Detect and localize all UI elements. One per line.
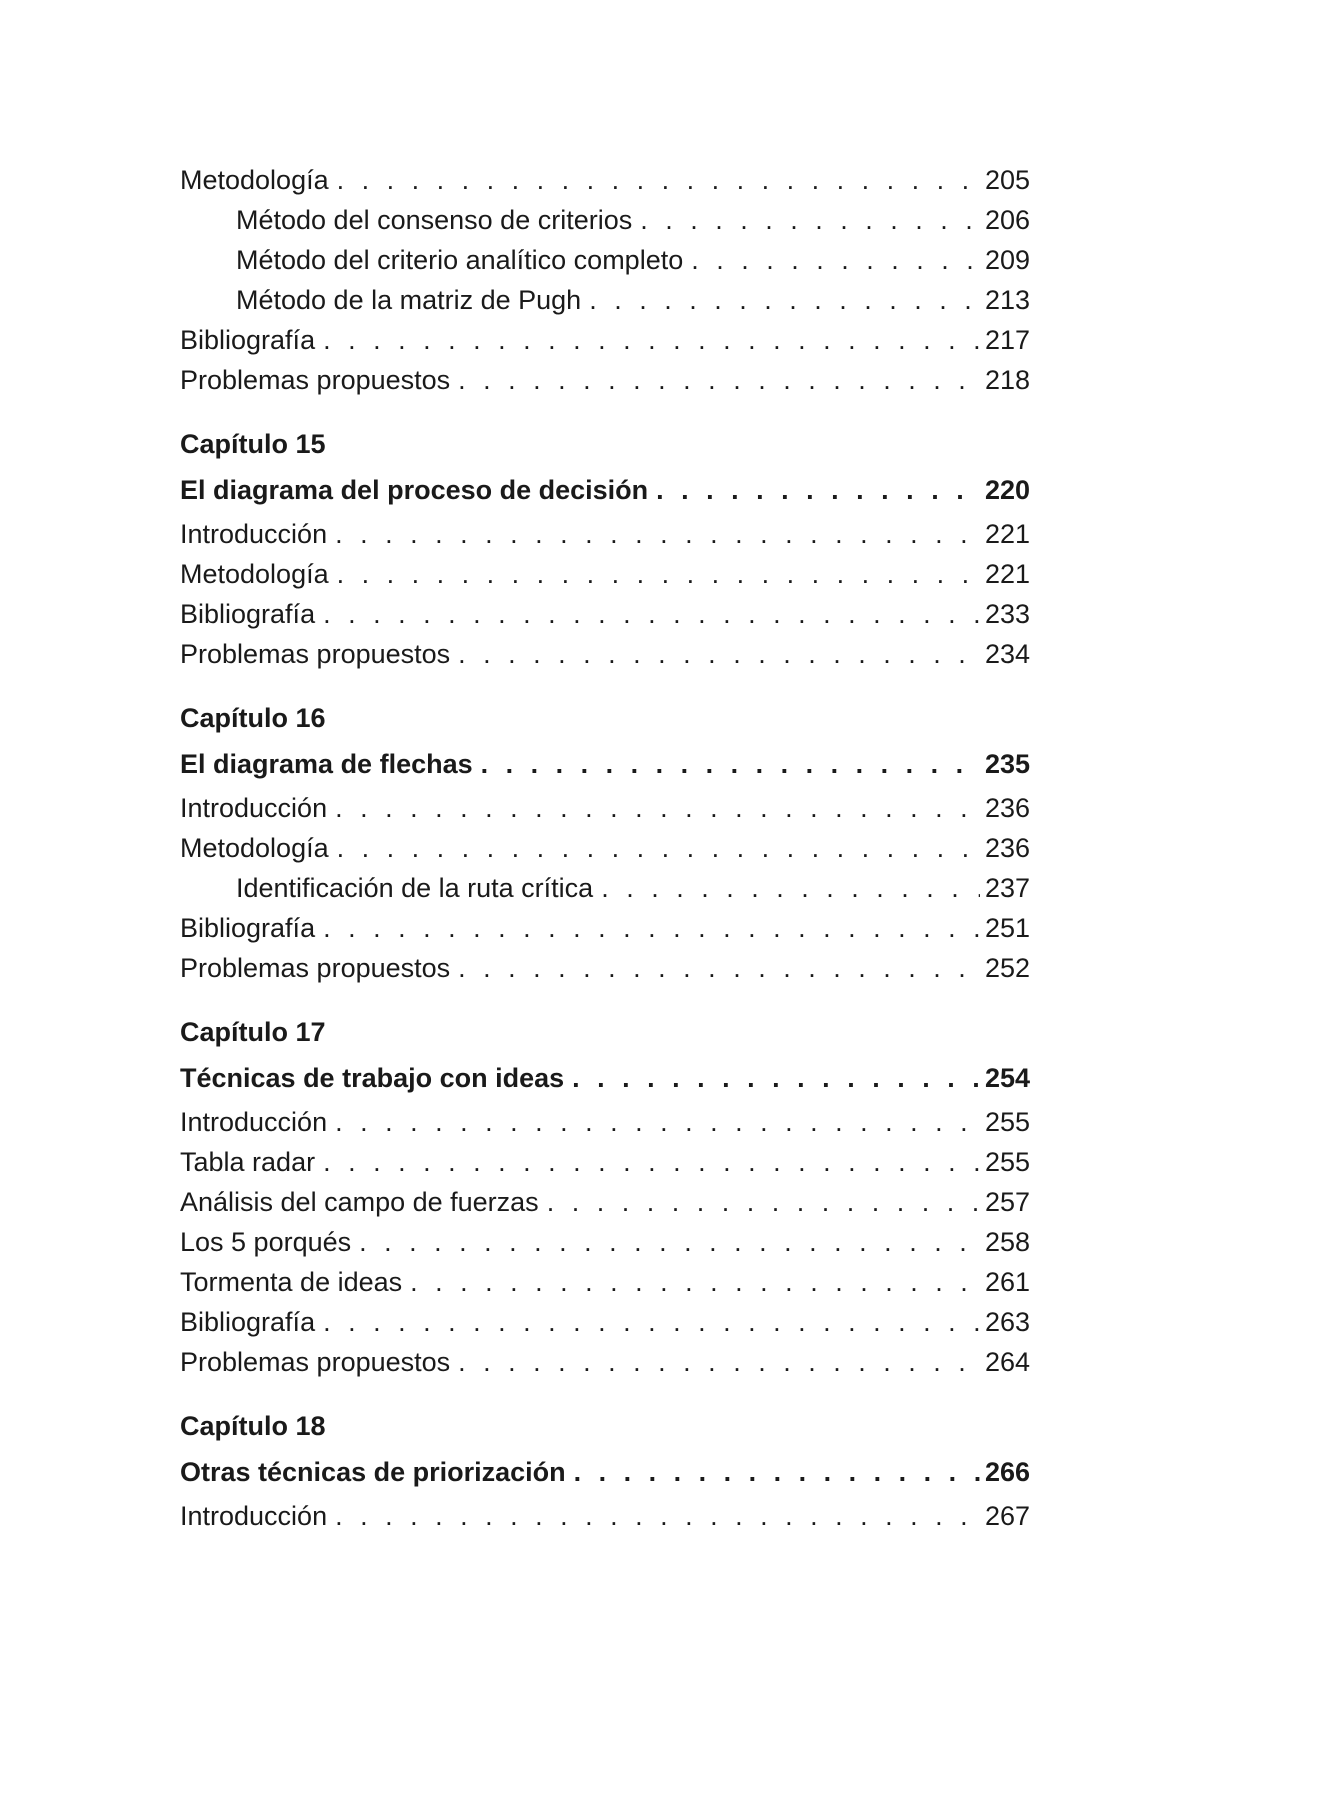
toc-entry: Bibliografía . . . 251 [180,908,1030,948]
toc-entry: Problemas propuestos . . . 264 [180,1342,1030,1382]
toc-entry: Tormenta de ideas . . . 261 [180,1262,1030,1302]
chapter-heading: Capítulo 15 [180,429,326,459]
toc-entry: Problemas propuestos . . . 234 [180,634,1030,674]
dot-leader [323,320,980,360]
intro-section [180,160,1030,400]
dot-leader [335,1496,980,1536]
toc-entry: Bibliografía . . . 233 [180,594,1030,634]
chapter-15-section [180,422,1030,674]
dot-leader [323,594,980,634]
toc-entry: Introducción . . . 236 [180,788,1030,828]
toc-entry: Método del criterio analítico completo . . . 209 [180,240,1030,280]
toc-entry: Análisis del campo de fuerzas . . . 257 [180,1182,1030,1222]
dot-leader [640,200,980,240]
dot-leader [601,868,980,908]
toc-entry: Problemas propuestos . . . 252 [180,948,1030,988]
toc-entry: Bibliografía . . . 217 [180,320,1030,360]
toc-entry: Tabla radar . . . 255 [180,1142,1030,1182]
toc-entry: Los 5 porqués . . . 258 [180,1222,1030,1262]
dot-leader [656,467,980,514]
dot-leader [574,1449,980,1496]
dot-leader [335,514,980,554]
chapter-title-entry: El diagrama del proceso de decisión . . . 220 [180,467,1030,514]
dot-leader [323,1302,980,1342]
toc-entry: Identificación de la ruta crítica . . . 237 [180,868,1030,908]
table-of-contents [180,160,1030,1536]
chapter-heading: Capítulo 16 [180,703,326,733]
toc-entry: Bibliografía . . . 263 [180,1302,1030,1342]
toc-entry: Método del consenso de criterios . . . 206 [180,200,1030,240]
dot-leader [458,360,980,400]
chapter-heading: Capítulo 17 [180,1017,326,1047]
chapter-title-entry: El diagrama de flechas . . . 235 [180,741,1030,788]
chapter-16-section [180,696,1030,988]
dot-leader [337,828,980,868]
chapter-title-entry: Otras técnicas de priorización . . . 266 [180,1449,1030,1496]
dot-leader [458,1342,980,1382]
dot-leader [337,554,980,594]
toc-entry: Método de la matriz de Pugh . . . 213 [180,280,1030,320]
dot-leader [458,634,980,674]
dot-leader [337,160,980,200]
dot-leader [410,1262,980,1302]
dot-leader [547,1182,980,1222]
toc-entry: Introducción . . . 267 [180,1496,1030,1536]
chapter-title-entry: Técnicas de trabajo con ideas . . . 254 [180,1055,1030,1102]
toc-entry: Metodología . . . 221 [180,554,1030,594]
toc-entry: Introducción . . . 221 [180,514,1030,554]
dot-leader [691,240,980,280]
dot-leader [481,741,980,788]
chapter-17-section [180,1010,1030,1382]
dot-leader [359,1222,980,1262]
dot-leader [572,1055,980,1102]
dot-leader [323,908,980,948]
dot-leader [458,948,980,988]
toc-entry: Metodología . . . 205 [180,160,1030,200]
dot-leader [589,280,980,320]
chapter-18-section [180,1404,1030,1536]
chapter-heading: Capítulo 18 [180,1411,326,1441]
dot-leader [335,1102,980,1142]
toc-entry: Metodología . . . 236 [180,828,1030,868]
dot-leader [335,788,980,828]
dot-leader [323,1142,980,1182]
toc-entry: Problemas propuestos . . . 218 [180,360,1030,400]
toc-entry: Introducción . . . 255 [180,1102,1030,1142]
